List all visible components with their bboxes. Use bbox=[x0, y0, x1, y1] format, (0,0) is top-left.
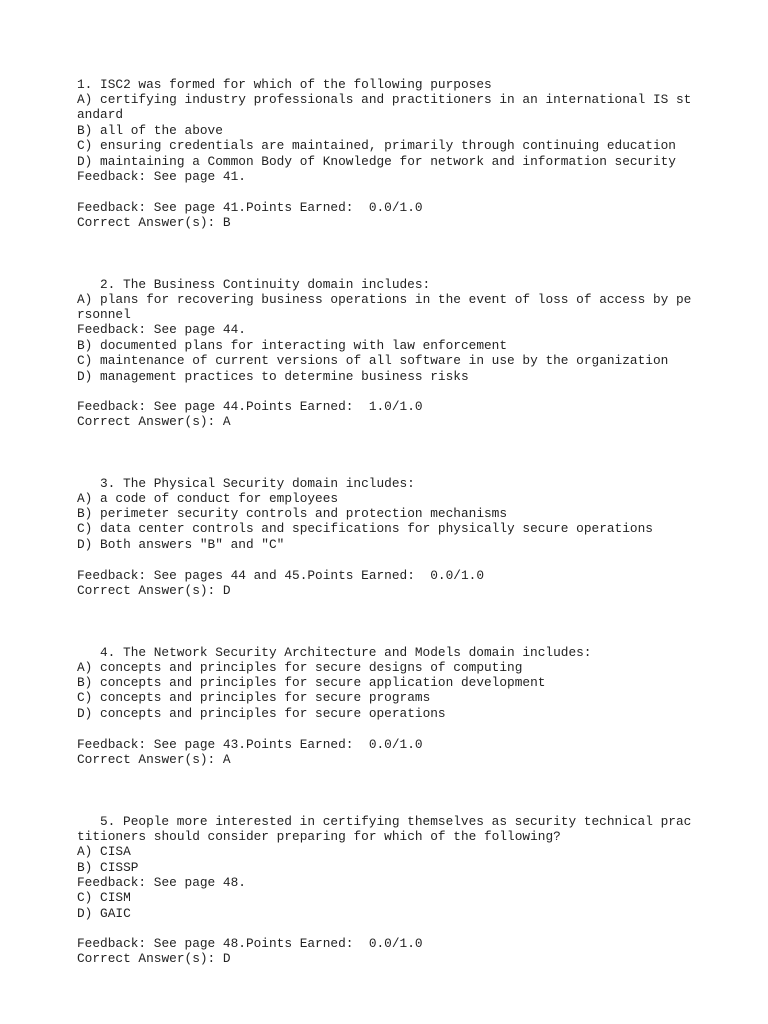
question-5-text: 5. People more interested in certifying themselves as security technical prac bbox=[100, 814, 692, 829]
question-5-option-b: B) CISSP bbox=[77, 860, 139, 875]
question-5-text-cont: titioners should consider preparing for which of the following? bbox=[77, 829, 561, 844]
question-4-option-a: A) concepts and principles for secure designs of computing bbox=[77, 660, 523, 675]
question-3-correct-answer: Correct Answer(s): D bbox=[77, 583, 231, 598]
question-4-score: Feedback: See page 43.Points Earned: 0.0/1.0 bbox=[77, 737, 423, 752]
question-1-option-c: C) ensuring credentials are maintained, primarily through continuing education bbox=[77, 138, 676, 153]
question-5-option-d: D) GAIC bbox=[77, 906, 131, 921]
question-4-option-b: B) concepts and principles for secure application development bbox=[77, 675, 546, 690]
question-2-feedback: Feedback: See page 44. bbox=[77, 322, 246, 337]
question-1-option-a-cont: andard bbox=[77, 107, 124, 122]
question-1-option-d: D) maintaining a Common Body of Knowledge for network and information security bbox=[77, 154, 676, 169]
question-3-option-a: A) a code of conduct for employees bbox=[77, 491, 339, 506]
question-5-feedback: Feedback: See page 48. bbox=[77, 875, 246, 890]
question-2-option-d: D) management practices to determine business risks bbox=[77, 369, 469, 384]
question-2-score: Feedback: See page 44.Points Earned: 1.0/1.0 bbox=[77, 399, 423, 414]
question-2-option-b: B) documented plans for interacting with law enforcement bbox=[77, 338, 508, 353]
question-1-correct-answer: Correct Answer(s): B bbox=[77, 215, 231, 230]
question-2-option-c: C) maintenance of current versions of all software in use by the organization bbox=[77, 353, 669, 368]
question-5-option-c: C) CISM bbox=[77, 890, 131, 905]
question-1-option-b: B) all of the above bbox=[77, 123, 223, 138]
question-2-correct-answer: Correct Answer(s): A bbox=[77, 414, 231, 429]
question-2-option-a: A) plans for recovering business operations in the event of loss of access by pe bbox=[77, 292, 692, 307]
question-1-option-a: A) certifying industry professionals and practitioners in an international IS st bbox=[77, 92, 692, 107]
question-5-score: Feedback: See page 48.Points Earned: 0.0/1.0 bbox=[77, 936, 423, 951]
question-3-option-b: B) perimeter security controls and protection mechanisms bbox=[77, 506, 508, 521]
question-2-text: 2. The Business Continuity domain includes: bbox=[100, 277, 431, 292]
question-4-option-d: D) concepts and principles for secure operations bbox=[77, 706, 446, 721]
question-4-option-c: C) concepts and principles for secure programs bbox=[77, 690, 431, 705]
question-5-correct-answer: Correct Answer(s): D bbox=[77, 951, 231, 966]
question-5-option-a: A) CISA bbox=[77, 844, 131, 859]
question-3-score: Feedback: See pages 44 and 45.Points Earned: 0.0/1.0 bbox=[77, 568, 485, 583]
question-4-text: 4. The Network Security Architecture and Models domain includes: bbox=[100, 645, 592, 660]
question-1-text: 1. ISC2 was formed for which of the following purposes bbox=[77, 77, 492, 92]
question-1-score: Feedback: See page 41.Points Earned: 0.0/1.0 bbox=[77, 200, 423, 215]
question-3-text: 3. The Physical Security domain includes: bbox=[100, 476, 415, 491]
question-2-option-a-cont: rsonnel bbox=[77, 307, 131, 322]
question-4-correct-answer: Correct Answer(s): A bbox=[77, 752, 231, 767]
question-3-option-c: C) data center controls and specifications for physically secure operations bbox=[77, 521, 653, 536]
question-3-option-d: D) Both answers "B" and "C" bbox=[77, 537, 285, 552]
question-1-feedback: Feedback: See page 41. bbox=[77, 169, 246, 184]
